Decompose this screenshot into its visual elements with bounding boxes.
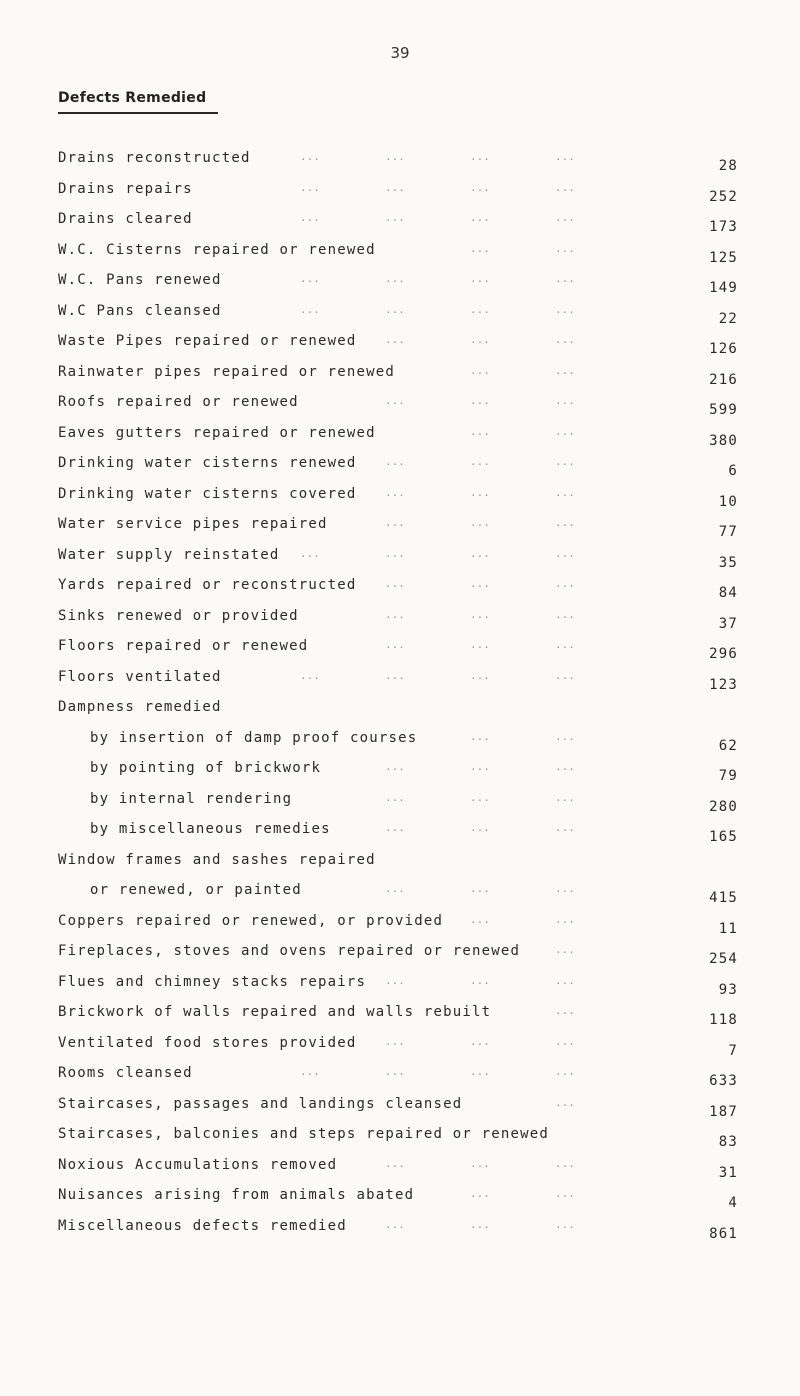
list-item: Drains cleared ... ... ... ... 173 (58, 211, 738, 235)
item-value: 126 (709, 341, 738, 357)
item-label: Drains cleared (58, 211, 193, 227)
item-value: 31 (718, 1164, 738, 1181)
list-item: Rooms cleansed ... ... ... ... 633 (58, 1065, 738, 1089)
item-value: 165 (709, 829, 738, 845)
list-item: Staircases, passages and landings cleansed ... 187 (58, 1095, 738, 1120)
item-value: 187 (709, 1103, 738, 1120)
list-item: Rainwater pipes repaired or renewed ... ... 216 (58, 363, 738, 388)
item-label: Flues and chimney stacks repairs (58, 973, 367, 990)
item-value: 296 (709, 646, 738, 662)
item-value: 6 (728, 463, 738, 479)
item-value: 123 (709, 676, 738, 693)
item-label: Ventilated food stores provided (58, 1034, 357, 1051)
item-value: 149 (709, 280, 738, 296)
item-value: 62 (718, 737, 738, 754)
list-item: by miscellaneous remedies ... ... ... 165 (90, 821, 738, 845)
list-item: Eaves gutters repaired or renewed ... ... 380 (58, 424, 738, 449)
list-item (0, 852, 800, 883)
item-value: 10 (718, 493, 738, 510)
item-value: 252 (709, 188, 738, 205)
item-label: by pointing of brickwork (90, 760, 322, 776)
item-label: Floors ventilated (58, 668, 222, 685)
item-label: Water service pipes repaired (58, 516, 328, 532)
defects-list (0, 150, 800, 1248)
list-item: by insertion of damp proof courses ... ... 62 (90, 729, 738, 754)
item-label: Brickwork of walls repaired and walls rebuilt (58, 1004, 492, 1020)
list-item: Brickwork of walls repaired and walls rebuilt ... 118 (58, 1004, 738, 1028)
list-item (0, 699, 800, 730)
list-item: Floors ventilated ... ... ... ... 123 (58, 668, 738, 693)
list-item: W.C. Pans renewed ... ... ... ... 149 (58, 272, 738, 296)
list-item: Drains reconstructed ... ... ... ... 28 (58, 150, 738, 174)
list-item: Fireplaces, stoves and ovens repaired or renewed ... 254 (58, 943, 738, 967)
item-label: Fireplaces, stoves and ovens repaired or renewed (58, 943, 521, 959)
list-item: Nuisances arising from animals abated ... ... 4 (58, 1187, 738, 1211)
list-item: Roofs repaired or renewed ... ... ... 599 (58, 394, 738, 418)
item-value: 79 (718, 768, 738, 784)
item-label: or renewed, or painted (90, 882, 302, 898)
item-label: W.C. Pans renewed (58, 272, 222, 288)
item-label: Staircases, balconies and steps repaired or renewed (58, 1126, 550, 1142)
section-heading: Defects Remedied (58, 90, 207, 106)
item-label: Coppers repaired or renewed, or provided (58, 912, 444, 929)
item-value: 173 (709, 219, 738, 235)
item-value: 216 (709, 371, 738, 388)
list-item: Miscellaneous defects remedied ... ... ... 861 (58, 1217, 738, 1242)
item-label: by insertion of damp proof courses (90, 729, 418, 746)
list-item: Yards repaired or reconstructed ... ... ... 84 (58, 577, 738, 601)
list-item: Drains repairs ... ... ... ... 252 (58, 180, 738, 205)
item-label: Drinking water cisterns covered (58, 485, 357, 502)
item-value: 11 (718, 920, 738, 937)
item-label: Window frames and sashes repaired (58, 851, 376, 868)
list-item: Sinks renewed or provided ... ... ... 37 (58, 607, 738, 632)
item-label: Eaves gutters repaired or renewed (58, 424, 376, 441)
list-item: or renewed, or painted ... ... ... 415 (90, 882, 738, 906)
item-label: Drinking water cisterns renewed (58, 455, 357, 471)
heading-underline (58, 112, 218, 114)
item-label: Waste Pipes repaired or renewed (58, 333, 357, 349)
item-value: 599 (709, 402, 738, 418)
item-value: 125 (709, 249, 738, 266)
item-label: W.C Pans cleansed (58, 302, 222, 319)
item-value: 77 (718, 524, 738, 540)
item-value: 633 (709, 1073, 738, 1089)
item-value: 861 (709, 1225, 738, 1242)
list-item: by internal rendering ... ... ... 280 (90, 790, 738, 815)
item-label: Nuisances arising from animals abated (58, 1187, 415, 1203)
item-value: 22 (718, 310, 738, 327)
list-item: Drinking water cisterns covered ... ... ... 10 (58, 485, 738, 510)
list-item: Floors repaired or renewed ... ... ... 296 (58, 638, 738, 662)
item-label: Water supply reinstated (58, 546, 280, 563)
item-value: 4 (728, 1195, 738, 1211)
item-label: Drains repairs (58, 180, 193, 197)
item-value: 118 (709, 1012, 738, 1028)
item-value: 28 (718, 158, 738, 174)
list-item: by pointing of brickwork ... ... ... 79 (90, 760, 738, 784)
item-value: 84 (718, 585, 738, 601)
item-label: Staircases, passages and landings cleansed (58, 1095, 463, 1112)
list-item: W.C. Cisterns repaired or renewed ... ... 125 (58, 241, 738, 266)
item-label: Roofs repaired or renewed (58, 394, 299, 410)
item-label: Noxious Accumulations removed (58, 1156, 338, 1173)
item-label: Dampness remedied (58, 699, 222, 715)
item-label: by internal rendering (90, 790, 293, 807)
list-item: Water service pipes repaired ... ... ... 77 (58, 516, 738, 540)
page-number: 39 (390, 44, 410, 62)
list-item: Noxious Accumulations removed ... ... ... 31 (58, 1156, 738, 1181)
item-value: 83 (718, 1134, 738, 1150)
item-value: 93 (718, 981, 738, 998)
item-label: Miscellaneous defects remedied (58, 1217, 347, 1234)
item-label: Sinks renewed or provided (58, 607, 299, 624)
item-label: Rainwater pipes repaired or renewed (58, 363, 396, 380)
list-item (0, 1126, 800, 1157)
item-label: W.C. Cisterns repaired or renewed (58, 241, 376, 258)
list-item: W.C Pans cleansed ... ... ... ... 22 (58, 302, 738, 327)
list-item: Coppers repaired or renewed, or provided ... ... 11 (58, 912, 738, 937)
item-label: by miscellaneous remedies (90, 821, 331, 837)
list-item: Water supply reinstated ... ... ... ... 35 (58, 546, 738, 571)
item-value: 280 (709, 798, 738, 815)
list-item: Waste Pipes repaired or renewed ... ... ... 126 (58, 333, 738, 357)
list-item: Drinking water cisterns renewed ... ... ... 6 (58, 455, 738, 479)
item-value: 415 (709, 890, 738, 906)
item-label: Drains reconstructed (58, 150, 251, 166)
item-value: 37 (718, 615, 738, 632)
item-label: Yards repaired or reconstructed (58, 577, 357, 593)
item-label: Rooms cleansed (58, 1065, 193, 1081)
item-label: Floors repaired or renewed (58, 638, 309, 654)
item-value: 380 (709, 432, 738, 449)
list-item: Ventilated food stores provided ... ... ... 7 (58, 1034, 738, 1059)
list-item: Flues and chimney stacks repairs ... ... ... 93 (58, 973, 738, 998)
item-value: 7 (728, 1042, 738, 1059)
item-value: 35 (718, 554, 738, 571)
item-value: 254 (709, 951, 738, 967)
